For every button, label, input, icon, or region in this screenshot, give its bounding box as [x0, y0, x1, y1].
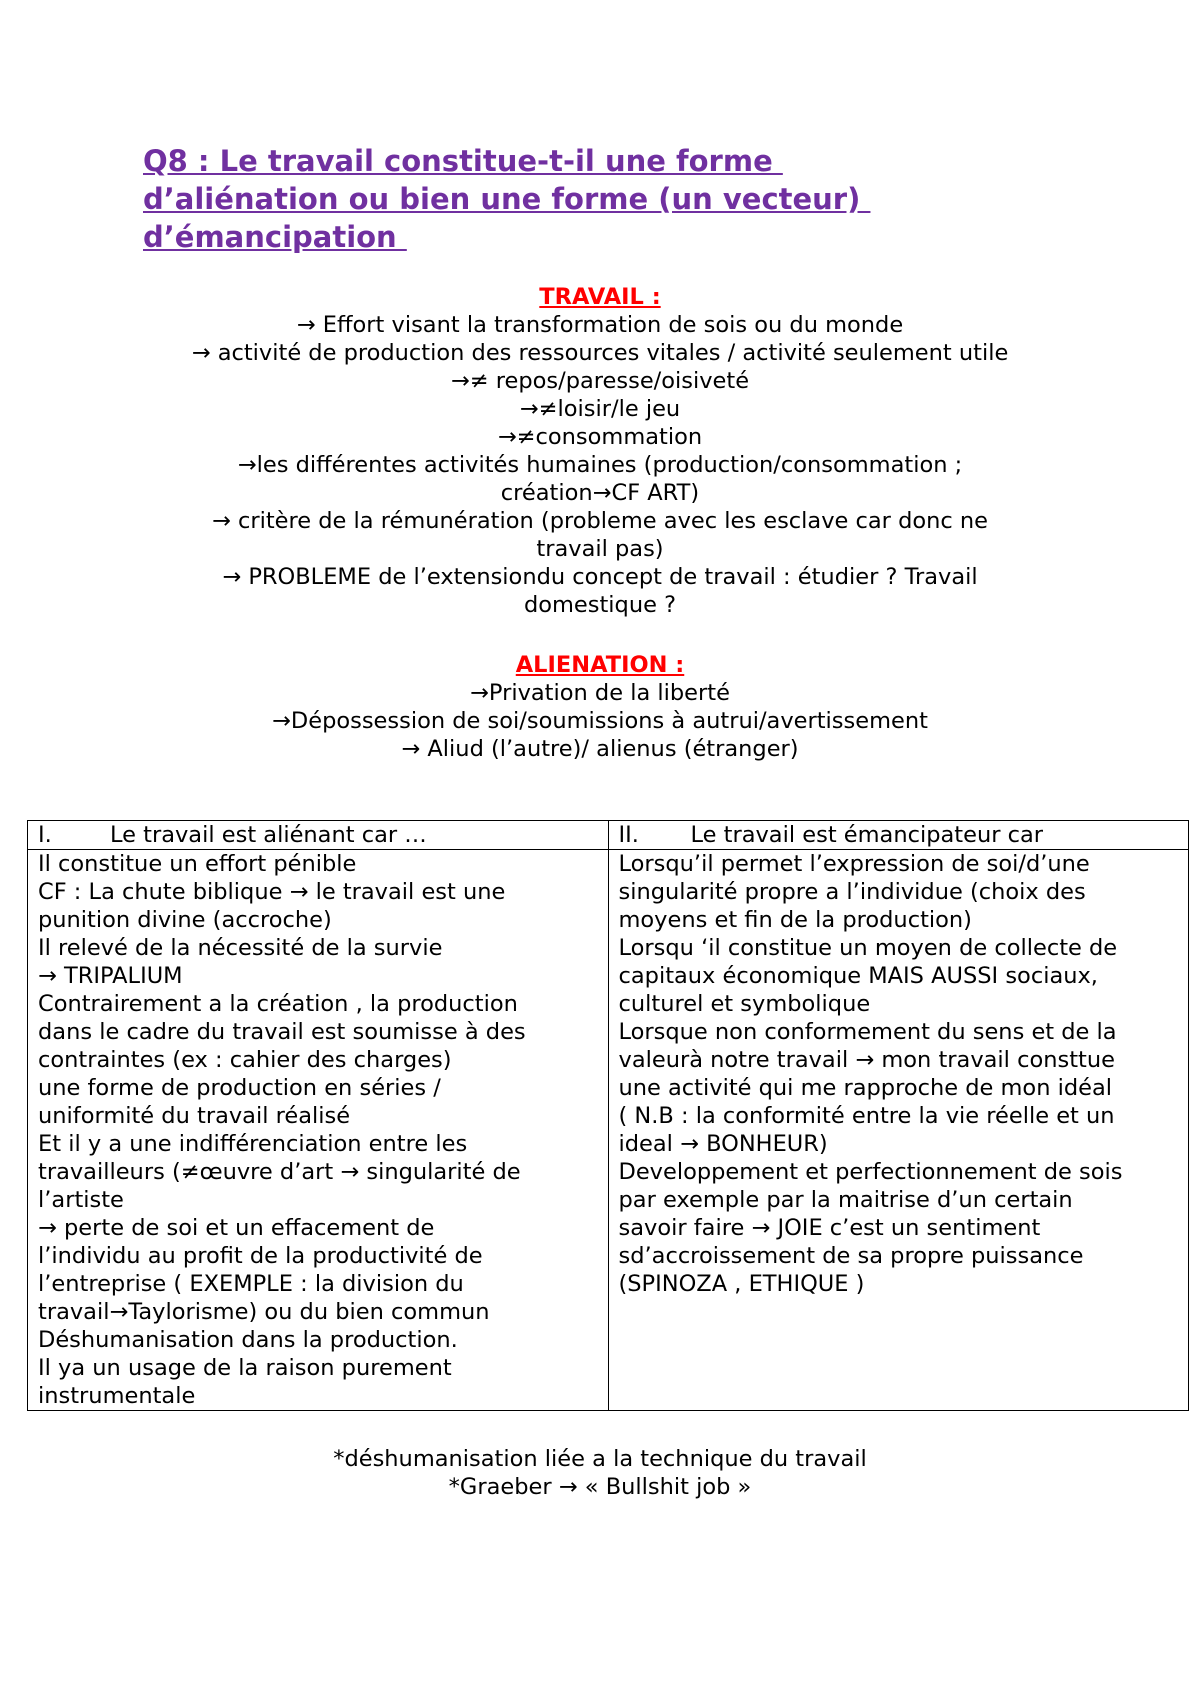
cell-line: Lorsqu’il permet l’expression de soi/d’une: [618, 851, 1090, 877]
alienation-line: →Privation de la liberté: [470, 680, 730, 706]
cell-line: Il constitue un effort pénible: [38, 851, 357, 877]
alienation-heading: ALIENATION :: [515, 652, 685, 678]
cell-line: dans le cadre du travail est soumisse à des: [38, 1019, 526, 1045]
cell-line: une forme de production en séries /: [38, 1075, 441, 1101]
title-line: Q8 : Le travail constitue-t-il une forme: [143, 144, 783, 178]
title-line: d’émancipation: [143, 220, 407, 254]
cell-line: ( N.B : la conformité entre la vie réelle et un: [618, 1103, 1115, 1129]
cell-line: sd’accroissement de sa propre puissance: [618, 1243, 1084, 1269]
title-line: d’aliénation ou bien une forme (un vecteur): [143, 182, 871, 216]
cell-line: l’artiste: [38, 1187, 124, 1213]
cell-line: travailleurs (≠œuvre d’art → singularité de: [38, 1159, 521, 1185]
table-body-row: [28, 850, 1189, 1411]
travail-line: → Effort visant la transformation de sois ou du monde: [296, 312, 904, 338]
cell-line: Déshumanisation dans la production.: [38, 1327, 458, 1353]
column-header: Le travail est émancipateur car: [690, 822, 1044, 848]
cell-line: Contrairement a la création , la production: [38, 991, 518, 1017]
travail-line: →≠ repos/paresse/oisiveté: [450, 368, 750, 394]
cell-line: Et il y a une indifférenciation entre les: [38, 1131, 468, 1157]
alienation-line: →Dépossession de soi/soumissions à autrui/avertissement: [272, 708, 928, 734]
column-header: Le travail est aliénant car …: [110, 822, 427, 848]
cell-line: Lorsqu ‘il constitue un moyen de collecte de: [618, 935, 1118, 961]
travail-heading: TRAVAIL :: [539, 284, 661, 310]
travail-line: création→CF ART): [500, 480, 700, 506]
cell-line: instrumentale: [38, 1383, 196, 1409]
travail-line: →≠consommation: [497, 424, 703, 450]
travail-line: travail pas): [536, 536, 664, 562]
emancipateur-arguments-cell: [608, 850, 1189, 1411]
travail-definition-section: [100, 283, 1100, 619]
cell-line: contraintes (ex : cahier des charges): [38, 1047, 452, 1073]
cell-line: l’individu au profit de la productivité de: [38, 1243, 483, 1269]
travail-line: →les différentes activités humaines (production/consommation ;: [237, 452, 963, 478]
travail-line: → PROBLEME de l’extensiondu concept de travail : étudier ? Travail: [222, 564, 978, 590]
cell-line: ideal → BONHEUR): [618, 1131, 828, 1157]
cell-line: → TRIPALIUM: [38, 963, 183, 989]
cell-line: Lorsque non conformement du sens et de la: [618, 1019, 1117, 1045]
cell-line: par exemple par la maitrise d’un certain: [618, 1187, 1073, 1213]
cell-line: CF : La chute biblique → le travail est une: [38, 879, 506, 905]
cell-line: Il ya un usage de la raison purement: [38, 1355, 452, 1381]
travail-line: domestique ?: [523, 592, 677, 618]
cell-line: l’entreprise ( EXEMPLE : la division du: [38, 1271, 464, 1297]
footer-notes: [100, 1445, 1100, 1501]
page-title: [143, 142, 1043, 256]
travail-line: →≠loisir/le jeu: [519, 396, 681, 422]
cell-line: travail→Taylorisme) ou du bien commun: [38, 1299, 490, 1325]
cell-line: capitaux économique MAIS AUSSI sociaux,: [618, 963, 1098, 989]
cell-line: moyens et fin de la production): [618, 907, 972, 933]
comparison-table: [27, 820, 1189, 1411]
cell-line: une activité qui me rapproche de mon idéal: [618, 1075, 1113, 1101]
cell-line: → perte de soi et un effacement de: [38, 1215, 435, 1241]
table-header-cell-left: [28, 821, 609, 850]
travail-line: → critère de la rémunération (probleme avec les esclave car donc ne: [211, 508, 989, 534]
column-number: II.: [618, 822, 639, 848]
table-header-row: [28, 821, 1189, 850]
column-number: I.: [38, 822, 52, 848]
cell-line: uniformité du travail réalisé: [38, 1103, 351, 1129]
table-header-cell-right: [608, 821, 1189, 850]
cell-line: savoir faire → JOIE c’est un sentiment: [618, 1215, 1041, 1241]
cell-line: (SPINOZA , ETHIQUE ): [618, 1271, 865, 1297]
footer-note: *déshumanisation liée a la technique du travail: [333, 1446, 867, 1472]
alienation-definition-section: [100, 651, 1100, 763]
cell-line: valeurà notre travail → mon travail consttue: [618, 1047, 1115, 1073]
alienant-arguments-cell: [28, 850, 609, 1411]
footer-note: *Graeber → « Bullshit job »: [448, 1474, 752, 1500]
travail-line: → activité de production des ressources vitales / activité seulement utile: [191, 340, 1009, 366]
cell-line: culturel et symbolique: [618, 991, 871, 1017]
cell-line: punition divine (accroche): [38, 907, 332, 933]
cell-line: Il relevé de la nécessité de la survie: [38, 935, 443, 961]
cell-line: Developpement et perfectionnement de sois: [618, 1159, 1123, 1185]
cell-line: singularité propre a l’individue (choix des: [618, 879, 1086, 905]
alienation-line: → Aliud (l’autre)/ alienus (étranger): [401, 736, 799, 762]
